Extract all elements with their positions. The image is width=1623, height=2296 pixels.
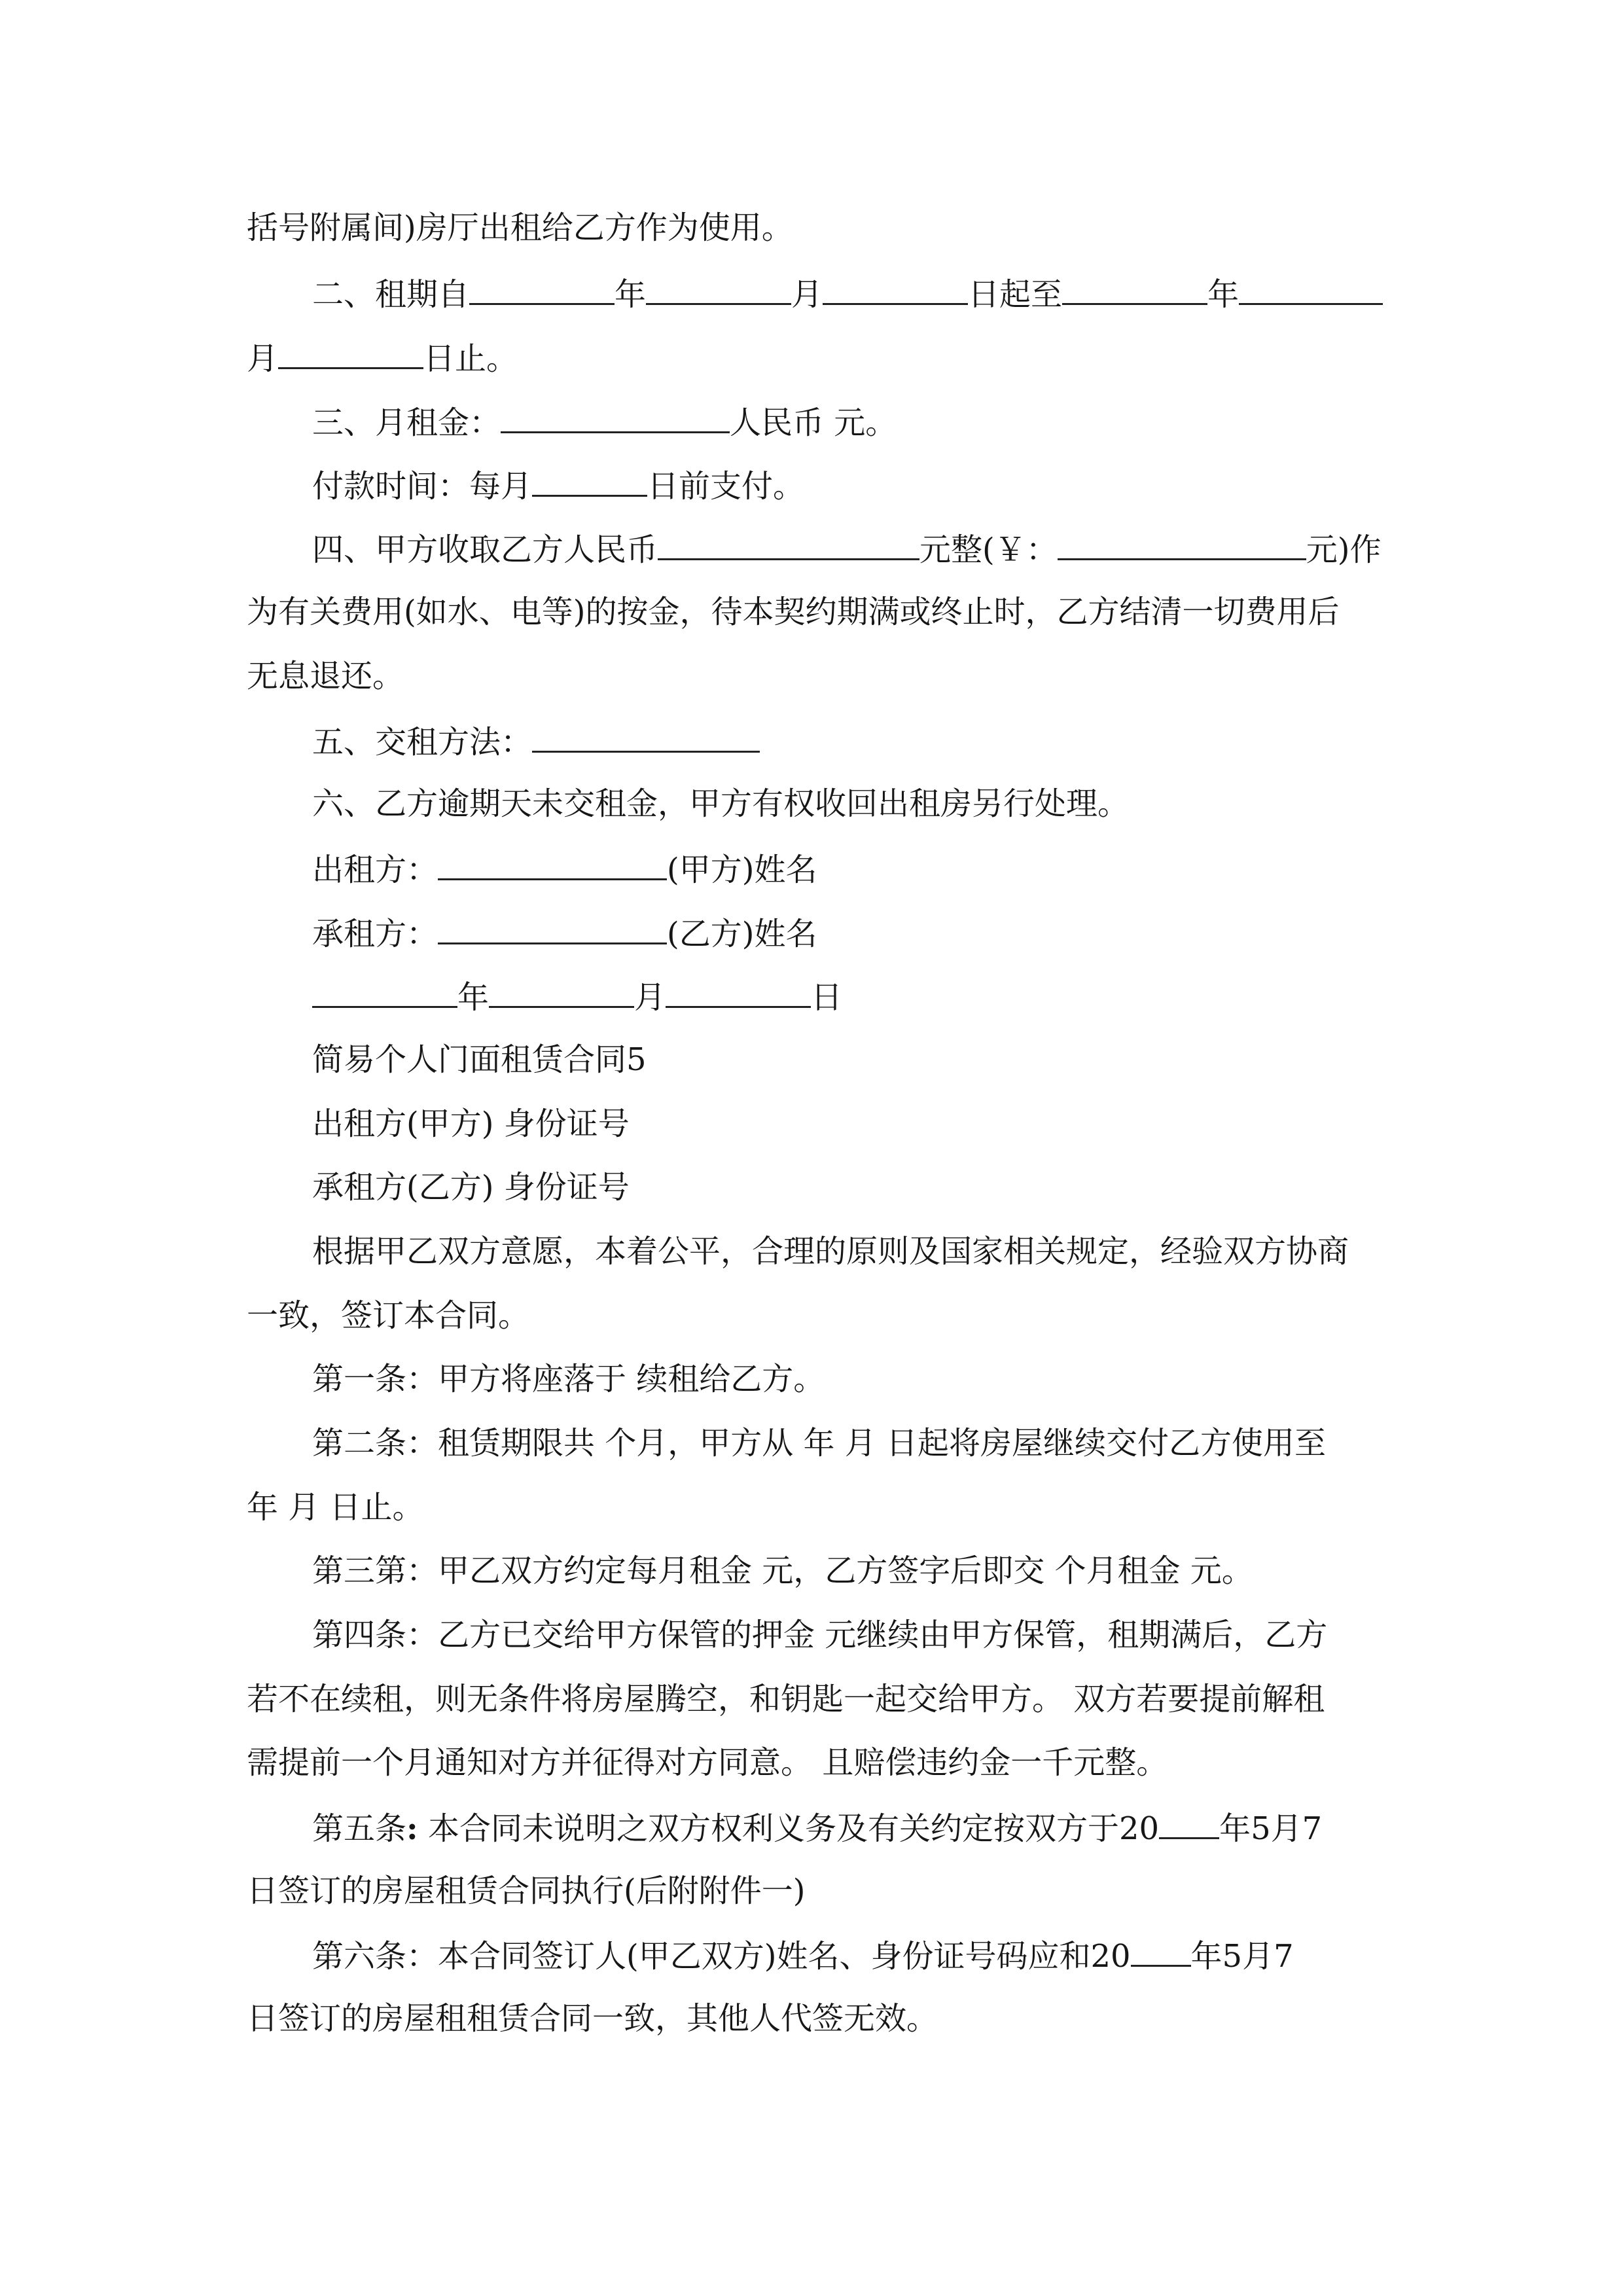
line-text: 括号附属间)房厅出租给乙方作为使用。: [247, 209, 793, 246]
line-text: 年5月7: [1190, 1938, 1294, 1975]
text-line: [247, 337, 1379, 378]
line-text: 三、月租金：: [312, 404, 501, 441]
line-text: 第四条：乙方已交给甲方保管的押金 元继续由甲方保管，租期满后，乙方: [312, 1617, 1328, 1653]
line-text: 年5月7: [1219, 1810, 1323, 1847]
text-line: [312, 273, 1379, 314]
line-text: 出租方(甲方) 身份证号: [312, 1105, 630, 1142]
text-line: [312, 1551, 1379, 1590]
line-text: (甲方)姓名: [667, 852, 817, 888]
blank-field: [469, 273, 615, 305]
text-line: [247, 656, 1379, 696]
line-text: 年: [615, 276, 647, 313]
line-text: 第五条: [312, 1810, 407, 1847]
text-line: [247, 1743, 1379, 1782]
line-text: 付款时间：每月: [312, 468, 533, 505]
blank-field: [532, 465, 647, 497]
blank-field: [823, 273, 968, 305]
text-line: [312, 1935, 1379, 1976]
line-text: 月: [791, 276, 823, 313]
text-line: [312, 848, 1379, 889]
text-line: [312, 1168, 1379, 1207]
line-text: 日前支付。: [647, 468, 805, 505]
blank-field: [666, 976, 811, 1008]
line-text: 承租方：: [312, 916, 438, 952]
line-text: 无息退还。: [247, 658, 404, 694]
text-line: [247, 1488, 1379, 1527]
line-text: 月: [634, 979, 666, 1016]
line-text: 出租方：: [312, 852, 438, 888]
line-text: 简易个人门面租赁合同5: [312, 1041, 647, 1078]
blank-field: [438, 912, 667, 944]
line-text: 元)作: [1306, 531, 1382, 568]
blank-field: [1159, 1807, 1219, 1839]
line-text: 年: [1207, 276, 1240, 313]
line-text: 六、乙方逾期天未交租金，甲方有权收回出租房另行处理。: [312, 785, 1130, 822]
line-text: 一致，签订本合同。: [247, 1297, 530, 1334]
line-text: 第一条：甲方将座落于 续租给乙方。: [312, 1361, 825, 1397]
blank-field: [312, 976, 457, 1008]
blank-field: [1058, 528, 1306, 560]
line-text: (乙方)姓名: [667, 916, 817, 952]
text-line: [312, 784, 1379, 823]
blank-field: [501, 401, 730, 433]
line-text: 人民币 元。: [730, 404, 897, 441]
line-text: 日签订的房屋租赁合同执行(后附附件一): [247, 1873, 806, 1909]
line-text: 日签订的房屋租租赁合同一致，其他人代签无效。: [247, 2000, 938, 2037]
text-line: [247, 1296, 1379, 1335]
text-line: [312, 976, 1379, 1017]
blank-field: [646, 273, 791, 305]
line-text: 为有关费用(如水、电等)的按金，待本契约期满或终止时，乙方结清一切费用后: [247, 594, 1340, 630]
text-line: [312, 1807, 1379, 1848]
line-text: 元整(￥：: [919, 531, 1058, 568]
text-line: [247, 1999, 1379, 2038]
line-text: 承租方(乙方) 身份证号: [312, 1169, 630, 1206]
line-text: 第三第：甲乙双方约定每月租金 元，乙方签字后即交 个月租金 元。: [312, 1552, 1253, 1589]
line-text: 第二条：租赁期限共 个月，甲方从 年 月 日起将房屋继续交付乙方使用至: [312, 1425, 1327, 1462]
text-line: [312, 401, 1379, 442]
text-line: [312, 1424, 1379, 1463]
text-line: [312, 1359, 1379, 1399]
text-line: [312, 465, 1379, 506]
blank-field: [1062, 273, 1207, 305]
blank-field: [532, 721, 760, 753]
text-line: [312, 528, 1382, 569]
text-line: [247, 208, 1379, 247]
line-text: 根据甲乙双方意愿，本着公平，合理的原则及国家相关规定，经验双方协商: [312, 1233, 1349, 1270]
blank-field: [658, 528, 919, 560]
text-line: [312, 1040, 1379, 1079]
blank-field: [1131, 1935, 1191, 1967]
text-line: [312, 1104, 1379, 1143]
line-text: 若不在续租，则无条件将房屋腾空，和钥匙一起交给甲方。 双方若要提前解租: [247, 1681, 1325, 1717]
blank-field: [1239, 273, 1383, 305]
blank-field: [278, 337, 423, 369]
line-text: 五、交租方法：: [312, 724, 533, 761]
line-text: 需提前一个月通知对方并征得对方同意。 且赔偿违约金一千元整。: [247, 1744, 1168, 1781]
line-text: 年: [457, 979, 490, 1016]
line-text: 年 月 日止。: [247, 1489, 424, 1526]
text-line: [312, 721, 1379, 762]
line-text: 二、租期自: [312, 276, 470, 313]
line-text: 日: [811, 979, 843, 1016]
blank-field: [489, 976, 634, 1008]
text-line: [312, 912, 1379, 954]
colon-icon: :: [406, 1810, 418, 1847]
text-line: [247, 1871, 1379, 1910]
line-text: 本合同未说明之双方权利义务及有关约定按双方于20: [428, 1810, 1160, 1847]
text-line: [247, 592, 1379, 632]
text-line: [312, 1615, 1379, 1655]
text-line: [312, 1232, 1379, 1271]
line-text: 月: [247, 340, 279, 377]
text-line: [247, 1679, 1379, 1719]
line-text: 日起至: [968, 276, 1063, 313]
line-text: 日止。: [423, 340, 518, 377]
blank-field: [438, 848, 667, 880]
line-text: 四、甲方收取乙方人民币: [312, 531, 658, 568]
line-text: 第六条：本合同签订人(甲乙双方)姓名、身份证号码应和20: [312, 1938, 1131, 1975]
